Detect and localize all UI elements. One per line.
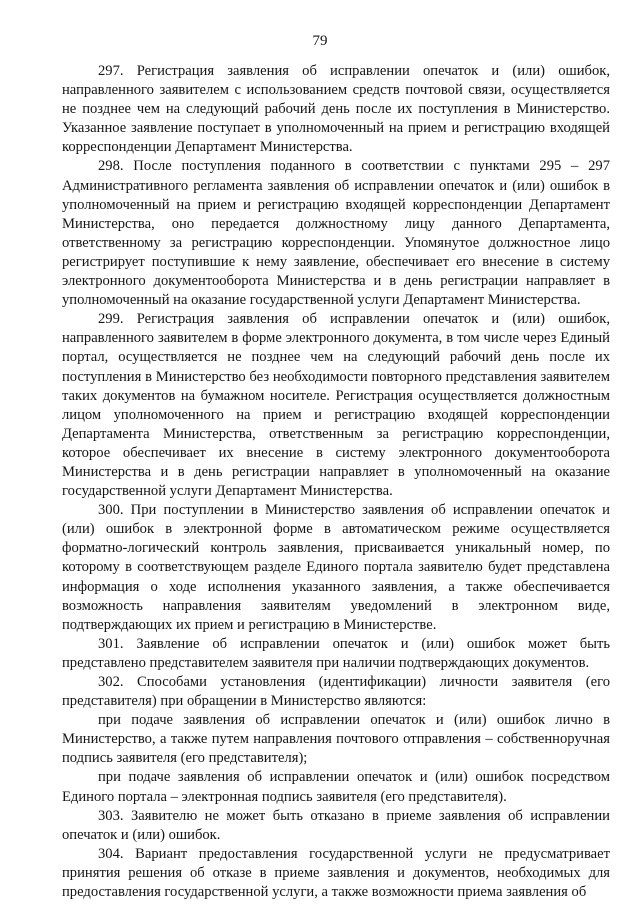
paragraph-302-item-portal: при подаче заявления об исправлении опечаток и (или) ошибок посредством Единого портала – электронная подпись заявителя (его представителя). (62, 769, 610, 805)
paragraph-302-item-personal: при подаче заявления об исправлении опечаток и (или) ошибок лично в Министерство, а также путем направления почтового отправления – собственноручная подпись заявителя (его представителя); (62, 712, 610, 767)
paragraph-302: 302. Способами установления (идентификации) личности заявителя (его представителя) при обращении в Министерство являются: (62, 674, 610, 710)
paragraph-304: 304. Вариант предоставления государственной услуги не предусматривает принятия решения об отказе в приеме заявления и документов, необходимых для предоставления государственной услуги, а также возможности приема заявления об (62, 845, 610, 901)
paragraph-300: 300. При поступлении в Министерство заявления об исправлении опечаток и (или) ошибок в электронной форме в автоматическом режиме осуществляется форматно-логический контроль заявления, присваивается уникальный номер, по которому в соответствующем разделе Единого портала заявителю будет представлена информация о ходе исполнения указанного заявления, а также обеспечивается возможность направления заявителям уведомлений в электронном виде, подтверждающих их прием и регистрацию в Министерстве. (62, 502, 610, 633)
paragraph-298: 298. После поступления поданного в соответствии с пунктами 295 – 297 Административного регламента заявления об исправлении опечаток и (или) ошибок в уполномоченный на прием и регистрацию входящей корреспонденции Департамент Министерства, оно передается должностному лицу данного Департамента, ответственному за регистрацию корреспонденции. Упомянутое должностное лицо регистрирует поступившие к нему заявление, обеспечивает его внесение в систему электронного документооборота Министерства и в день регистрации направляет в уполномоченный на оказание государственной услуги Департамент Министерства. (62, 158, 610, 309)
paragraph-297: 297. Регистрация заявления об исправлении опечаток и (или) ошибок, направленного заявителем с использованием средств почтовой связи, осуществляется не позднее чем на следующий рабочий день после их поступления в Министерство. Указанное заявление поступает в уполномоченный на прием и регистрацию входящей корреспонденции Департамент Министерства. (62, 63, 610, 156)
page-number: 79 (312, 33, 328, 49)
document-body (62, 62, 610, 902)
paragraph-299: 299. Регистрация заявления об исправлении опечаток и (или) ошибок, направленного заявителем в форме электронного документа, в том числе через Единый портал, осуществляется не позднее чем на следующий рабочий день после их поступления в Министерство без необходимости повторного представления заявителем таких документов на бумажном носителе. Регистрация осуществляется должностным лицом уполномоченного на прием и регистрацию входящей корреспонденции Департамента Министерства, ответственным за регистрацию корреспонденции, которое обеспечивает их внесение в систему электронного документооборота Министерства и в день регистрации направляет в уполномоченный на оказание государственной услуги Департамент Министерства. (62, 311, 610, 500)
paragraph-301: 301. Заявление об исправлении опечаток и (или) ошибок может быть представлено представителем заявителя при наличии подтверждающих документов. (62, 635, 610, 671)
paragraph-303: 303. Заявителю не может быть отказано в приеме заявления об исправлении опечаток и (или) ошибок. (62, 807, 610, 843)
